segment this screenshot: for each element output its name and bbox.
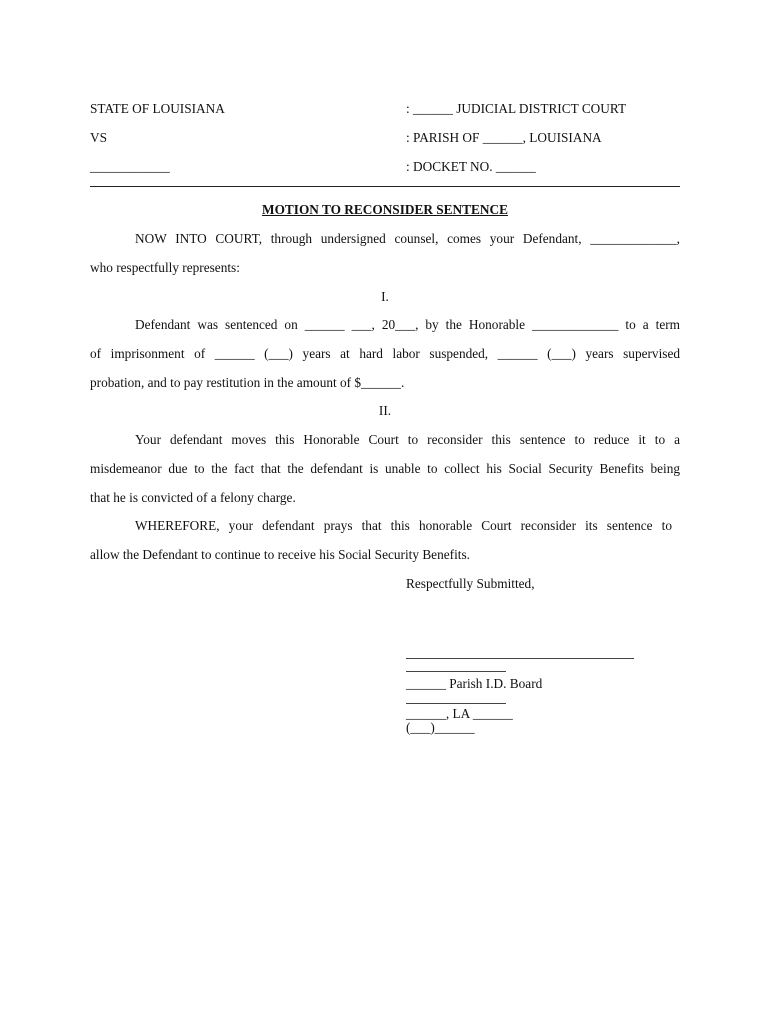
section-number-2: II.	[378, 403, 392, 418]
caption-court: : ______ JUDICIAL DISTRICT COURT	[406, 101, 627, 116]
caption-state: STATE OF LOUISIANA	[90, 101, 225, 116]
address-line	[406, 703, 506, 704]
paragraph-3-line-2: allow the Defendant to continue to receive his Social Security Benefits.	[90, 547, 470, 562]
signature-city: ______, LA ______	[406, 706, 513, 721]
signature-board: ______ Parish I.D. Board	[406, 676, 543, 691]
caption-vs: VS	[90, 130, 107, 145]
closing-respectfully-submitted: Respectfully Submitted,	[406, 576, 535, 591]
intro-line-2: who respectfully represents:	[90, 260, 240, 275]
signature-line	[406, 658, 634, 659]
signature-phone: (___)______	[406, 720, 475, 735]
caption-docket: : DOCKET NO. ______	[406, 159, 536, 174]
paragraph-1-line-3: probation, and to pay restitution in the amount of $______.	[90, 375, 405, 390]
paragraph-1-line-2: of imprisonment of ______ (___) years at hard labor suspended, ______ (___) years supervised	[90, 346, 680, 361]
paragraph-1-line-1: Defendant was sentenced on ______ ___, 20___, by the Honorable _____________ to a term	[135, 317, 680, 332]
caption-party-blank: ____________	[90, 159, 170, 174]
caption-parish: : PARISH OF ______, LOUISIANA	[406, 130, 602, 145]
paragraph-2-line-1: Your defendant moves this Honorable Court to reconsider this sentence to reduce it to a	[135, 432, 680, 447]
attorney-name-line	[406, 671, 506, 672]
paragraph-2-line-2: misdemeanor due to the fact that the defendant is unable to collect his Social Security Benefits being	[90, 461, 680, 476]
document-title: MOTION TO RECONSIDER SENTENCE	[262, 202, 508, 217]
paragraph-3-line-1: WHEREFORE, your defendant prays that this honorable Court reconsider its sentence to	[135, 518, 672, 533]
caption-divider	[90, 186, 680, 187]
intro-line-1: NOW INTO COURT, through undersigned counsel, comes your Defendant, _____________,	[135, 231, 680, 246]
section-number-1: I.	[381, 289, 389, 304]
paragraph-2-line-3: that he is convicted of a felony charge.	[90, 490, 296, 505]
